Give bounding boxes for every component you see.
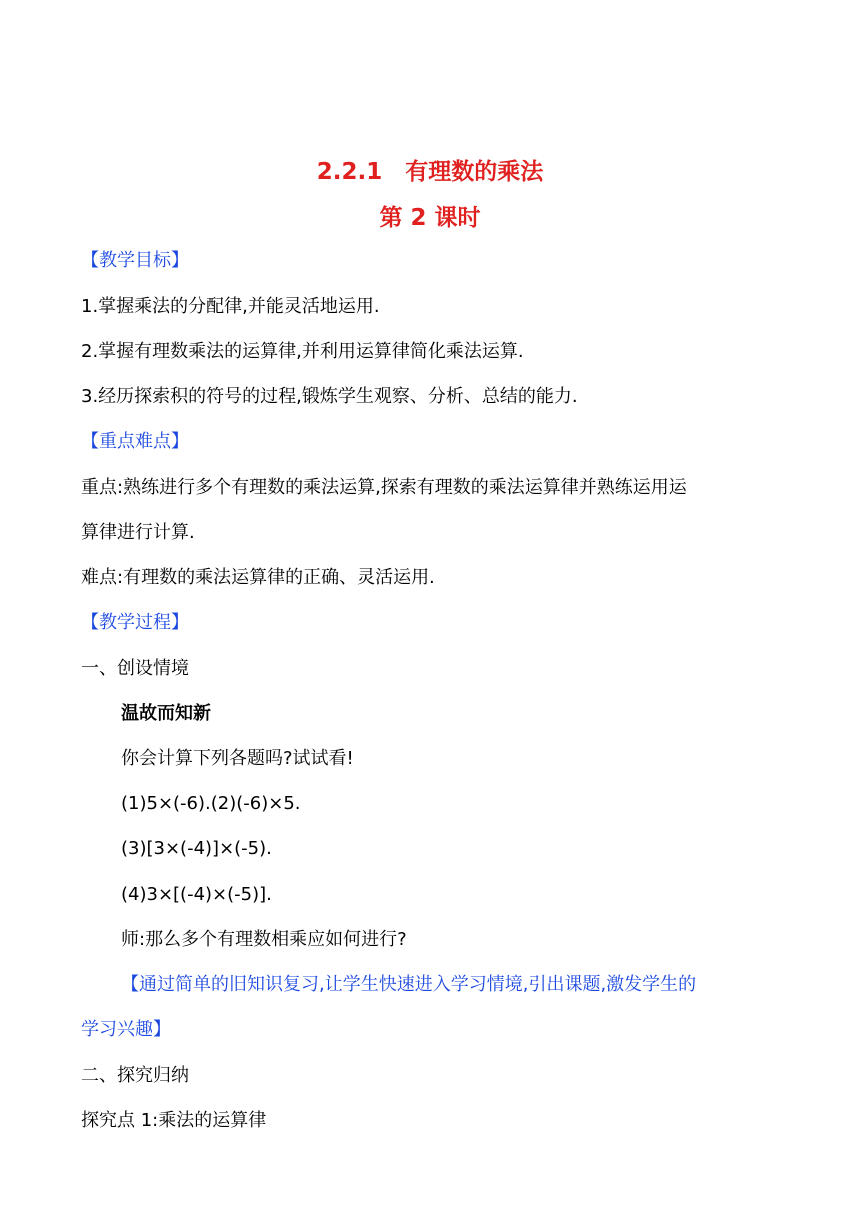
objective-item: 1.掌握乘法的分配律,并能灵活地运用.	[81, 296, 380, 317]
teaching-note: 【通过简单的旧知识复习,让学生快速进入学习情境,引出课题,激发学生的	[121, 974, 697, 995]
objective-item: 3.经历探索积的符号的过程,锻炼学生观察、分析、总结的能力.	[81, 386, 578, 407]
part1-heading: 一、创设情境	[81, 658, 189, 679]
objective-item: 2.掌握有理数乘法的运算律,并利用运算律简化乘法运算.	[81, 341, 524, 362]
process-heading: 【教学过程】	[81, 612, 189, 633]
review-title: 温故而知新	[121, 703, 211, 724]
keypoint-text-cont: 算律进行计算.	[81, 522, 195, 543]
difficulty-text: 难点:有理数的乘法运算律的正确、灵活运用.	[81, 567, 435, 588]
part2-heading: 二、探究归纳	[81, 1065, 189, 1086]
exercise-item: (3)[3×(-4)]×(-5).	[121, 838, 272, 859]
teacher-question: 师:那么多个有理数相乘应如何进行?	[121, 929, 407, 950]
objectives-heading: 【教学目标】	[81, 250, 189, 271]
keypoints-heading: 【重点难点】	[81, 431, 189, 452]
exercise-item: (1)5×(-6).(2)(-6)×5.	[121, 793, 301, 814]
page-subtitle: 第 2 课时	[379, 205, 481, 231]
review-prompt: 你会计算下列各题吗?试试看!	[121, 748, 354, 769]
explore-point-1: 探究点 1:乘法的运算律	[81, 1110, 267, 1131]
teaching-note-cont: 学习兴趣】	[81, 1019, 171, 1040]
exercise-item: (4)3×[(-4)×(-5)].	[121, 884, 272, 905]
keypoint-text: 重点:熟练进行多个有理数的乘法运算,探索有理数的乘法运算律并熟练运用运	[81, 477, 687, 498]
page-title: 2.2.1 有理数的乘法	[316, 159, 544, 185]
